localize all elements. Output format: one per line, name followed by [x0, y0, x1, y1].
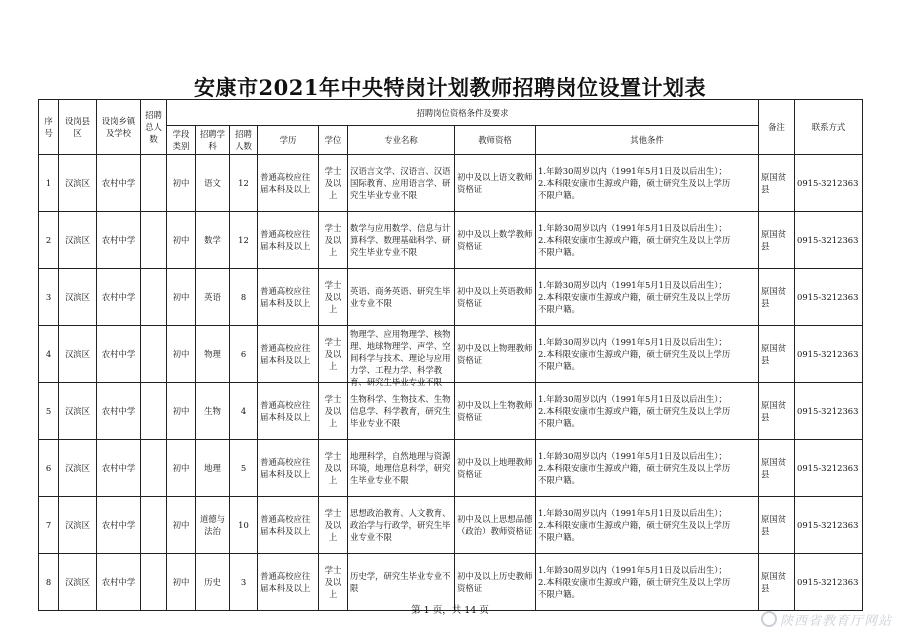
seq-cell: 8	[39, 554, 59, 611]
table-row	[39, 212, 863, 269]
certificate-cell: 初中及以上历史教师资格证	[455, 554, 536, 611]
seq-cell: 6	[39, 440, 59, 497]
seq-cell: 1	[39, 155, 59, 212]
subject-cell: 语文	[196, 155, 230, 212]
county-cell: 汉滨区	[59, 497, 97, 554]
degree-cell: 学士及以上	[319, 554, 348, 611]
other-conditions-cell	[536, 440, 759, 497]
recruitment-plan-table	[38, 99, 863, 611]
major-cell	[348, 326, 455, 387]
header-school: 设岗乡镇及学校	[97, 100, 141, 155]
total-cell	[141, 497, 167, 554]
phone-cell: 0915-3212363	[795, 269, 863, 326]
subject-cell: 物理	[196, 326, 230, 383]
certificate-cell: 初中及以上地理教师资格证	[455, 440, 536, 497]
table-row	[39, 440, 863, 497]
condition-line: 1.年龄30周岁以内（1991年5月1日及以后出生）；	[538, 337, 727, 347]
condition-line: 2.本科限安康市生源或户籍，硕士研究生及以上学历	[538, 406, 731, 416]
phone-cell: 0915-3212363	[795, 554, 863, 611]
degree-cell: 学士及以上	[319, 212, 348, 269]
condition-line: 1.年龄30周岁以内（1991年5月1日及以后出生）；	[538, 508, 727, 518]
remark-cell: 原国贫县	[759, 326, 795, 383]
school-cell: 农村中学	[97, 440, 141, 497]
condition-line: 不限户籍。	[538, 190, 580, 200]
major-cell: 思想政治教育、人文教育、政治学与行政学，研究生毕业专业不限	[348, 497, 455, 554]
count-cell: 12	[230, 155, 258, 212]
stage-cell: 初中	[167, 155, 196, 212]
education-cell: 普通高校应往届本科及以上	[258, 440, 319, 497]
phone-cell: 0915-3212363	[795, 440, 863, 497]
page-title: 安康市2021年中央特岗计划教师招聘岗位设置计划表	[194, 75, 706, 100]
condition-line: 1.年龄30周岁以内（1991年5月1日及以后出生）；	[538, 451, 727, 461]
major-text: 物理学、应用物理学、核物理、地球物理学、声学、空间科学与技术、理论与应用力学、工程力学、科学教育、研究生毕业专业不限	[350, 329, 451, 387]
condition-line: 1.年龄30周岁以内（1991年5月1日及以后出生）；	[538, 223, 727, 233]
county-cell: 汉滨区	[59, 383, 97, 440]
education-cell: 普通高校应往届本科及以上	[258, 326, 319, 383]
major-cell: 数学与应用数学、信息与计算科学、数理基础科学、研究生毕业专业不限	[348, 212, 455, 269]
condition-line: 2.本科限安康市生源或户籍，硕士研究生及以上学历	[538, 292, 731, 302]
condition-line: 1.年龄30周岁以内（1991年5月1日及以后出生）；	[538, 280, 727, 290]
total-cell	[141, 212, 167, 269]
remark-cell: 原国贫县	[759, 554, 795, 611]
certificate-cell: 初中及以上英语教师资格证	[455, 269, 536, 326]
total-cell	[141, 383, 167, 440]
condition-line: 2.本科限安康市生源或户籍，硕士研究生及以上学历	[538, 577, 731, 587]
degree-cell: 学士及以上	[319, 269, 348, 326]
condition-line: 2.本科限安康市生源或户籍，硕士研究生及以上学历	[538, 520, 731, 530]
major-cell: 历史学，研究生毕业专业不限	[348, 554, 455, 611]
header-remark: 备注	[759, 100, 795, 155]
stage-cell: 初中	[167, 497, 196, 554]
phone-cell: 0915-3212363	[795, 326, 863, 383]
subject-cell: 道德与法治	[196, 497, 230, 554]
school-cell: 农村中学	[97, 155, 141, 212]
school-cell: 农村中学	[97, 269, 141, 326]
remark-cell: 原国贫县	[759, 155, 795, 212]
total-cell	[141, 155, 167, 212]
condition-line: 不限户籍。	[538, 475, 580, 485]
total-cell	[141, 326, 167, 383]
subject-cell: 生物	[196, 383, 230, 440]
county-cell: 汉滨区	[59, 212, 97, 269]
header-contact: 联系方式	[795, 100, 863, 155]
condition-line: 不限户籍。	[538, 589, 580, 599]
degree-cell: 学士及以上	[319, 326, 348, 383]
education-cell: 普通高校应往届本科及以上	[258, 497, 319, 554]
stage-cell: 初中	[167, 554, 196, 611]
degree-cell: 学士及以上	[319, 497, 348, 554]
remark-cell: 原国贫县	[759, 212, 795, 269]
count-cell: 10	[230, 497, 258, 554]
seq-cell: 4	[39, 326, 59, 383]
education-cell: 普通高校应往届本科及以上	[258, 269, 319, 326]
major-cell: 汉语言文学、汉语言、汉语国际教育、应用语言学、研究生毕业专业不限	[348, 155, 455, 212]
condition-line: 2.本科限安康市生源或户籍，硕士研究生及以上学历	[538, 178, 731, 188]
globe-icon	[761, 611, 777, 627]
stage-cell: 初中	[167, 440, 196, 497]
count-cell: 5	[230, 440, 258, 497]
condition-line: 2.本科限安康市生源或户籍，硕士研究生及以上学历	[538, 235, 731, 245]
condition-line: 不限户籍。	[538, 532, 580, 542]
seq-cell: 2	[39, 212, 59, 269]
remark-cell: 原国贫县	[759, 383, 795, 440]
count-cell: 3	[230, 554, 258, 611]
seq-cell: 3	[39, 269, 59, 326]
condition-line: 不限户籍。	[538, 361, 580, 371]
county-cell: 汉滨区	[59, 155, 97, 212]
count-cell: 12	[230, 212, 258, 269]
county-cell: 汉滨区	[59, 326, 97, 383]
header-seq: 序号	[39, 100, 59, 155]
school-cell: 农村中学	[97, 212, 141, 269]
major-cell: 地理科学，自然地理与资源环境，地理信息科学，研究生毕业专业不限	[348, 440, 455, 497]
condition-line: 不限户籍。	[538, 247, 580, 257]
condition-line: 1.年龄30周岁以内（1991年5月1日及以后出生）；	[538, 565, 727, 575]
stage-cell: 初中	[167, 383, 196, 440]
condition-line: 不限户籍。	[538, 304, 580, 314]
certificate-cell: 初中及以上生物教师资格证	[455, 383, 536, 440]
count-cell: 4	[230, 383, 258, 440]
phone-cell: 0915-3212363	[795, 212, 863, 269]
header-stage: 学段类别	[167, 126, 196, 155]
subject-cell: 地理	[196, 440, 230, 497]
header-requirements: 招聘岗位资格条件及要求	[167, 100, 759, 126]
seq-cell: 5	[39, 383, 59, 440]
certificate-cell: 初中及以上思想品德（政治）教师资格证	[455, 497, 536, 554]
table-row	[39, 269, 863, 326]
other-conditions-cell	[536, 212, 759, 269]
stage-cell: 初中	[167, 212, 196, 269]
phone-cell: 0915-3212363	[795, 383, 863, 440]
certificate-cell: 初中及以上物理教师资格证	[455, 326, 536, 383]
phone-cell: 0915-3212363	[795, 155, 863, 212]
degree-cell: 学士及以上	[319, 383, 348, 440]
county-cell: 汉滨区	[59, 440, 97, 497]
count-cell: 6	[230, 326, 258, 383]
certificate-cell: 初中及以上语文教师资格证	[455, 155, 536, 212]
major-cell: 生物科学、生物技术、生物信息学、科学教育，研究生毕业专业不限	[348, 383, 455, 440]
education-cell: 普通高校应往届本科及以上	[258, 155, 319, 212]
degree-cell: 学士及以上	[319, 440, 348, 497]
condition-line: 不限户籍。	[538, 418, 580, 428]
school-cell: 农村中学	[97, 326, 141, 383]
other-conditions-cell	[536, 497, 759, 554]
header-education: 学历	[258, 126, 319, 155]
school-cell: 农村中学	[97, 497, 141, 554]
header-county: 设岗县区	[59, 100, 97, 155]
other-conditions-cell	[536, 269, 759, 326]
table-row	[39, 383, 863, 440]
condition-line: 1.年龄30周岁以内（1991年5月1日及以后出生）；	[538, 166, 727, 176]
remark-cell: 原国贫县	[759, 497, 795, 554]
stage-cell: 初中	[167, 326, 196, 383]
degree-cell: 学士及以上	[319, 155, 348, 212]
subject-cell: 数学	[196, 212, 230, 269]
header-subject: 招聘学科	[196, 126, 230, 155]
school-cell: 农村中学	[97, 554, 141, 611]
other-conditions-cell	[536, 155, 759, 212]
condition-line: 1.年龄30周岁以内（1991年5月1日及以后出生）；	[538, 394, 727, 404]
major-cell: 英语、商务英语、研究生毕业专业不限	[348, 269, 455, 326]
header-count: 招聘人数	[230, 126, 258, 155]
header-certificate: 教师资格	[455, 126, 536, 155]
education-cell: 普通高校应往届本科及以上	[258, 554, 319, 611]
total-cell	[141, 269, 167, 326]
page-number-footer: 第 1 页，共 14 页	[411, 605, 489, 616]
watermark-text: 陕西省教育厅网站	[779, 614, 892, 629]
other-conditions-cell	[536, 326, 759, 383]
remark-cell: 原国贫县	[759, 269, 795, 326]
subject-cell: 英语	[196, 269, 230, 326]
seq-cell: 7	[39, 497, 59, 554]
condition-line: 2.本科限安康市生源或户籍，硕士研究生及以上学历	[538, 349, 731, 359]
condition-line: 2.本科限安康市生源或户籍，硕士研究生及以上学历	[538, 463, 731, 473]
remark-cell: 原国贫县	[759, 440, 795, 497]
county-cell: 汉滨区	[59, 554, 97, 611]
school-cell: 农村中学	[97, 383, 141, 440]
total-cell	[141, 440, 167, 497]
header-total: 招聘总人数	[141, 100, 167, 155]
count-cell: 8	[230, 269, 258, 326]
header-other: 其他条件	[536, 126, 759, 155]
table-row	[39, 326, 863, 383]
county-cell: 汉滨区	[59, 269, 97, 326]
header-degree: 学位	[319, 126, 348, 155]
subject-cell: 历史	[196, 554, 230, 611]
header-major: 专业名称	[348, 126, 455, 155]
table-row	[39, 155, 863, 212]
header-row-top	[39, 100, 863, 126]
certificate-cell: 初中及以上数学教师资格证	[455, 212, 536, 269]
site-watermark	[761, 610, 892, 629]
education-cell: 普通高校应往届本科及以上	[258, 383, 319, 440]
other-conditions-cell	[536, 383, 759, 440]
phone-cell: 0915-3212363	[795, 497, 863, 554]
table-row	[39, 497, 863, 554]
education-cell: 普通高校应往届本科及以上	[258, 212, 319, 269]
stage-cell: 初中	[167, 269, 196, 326]
